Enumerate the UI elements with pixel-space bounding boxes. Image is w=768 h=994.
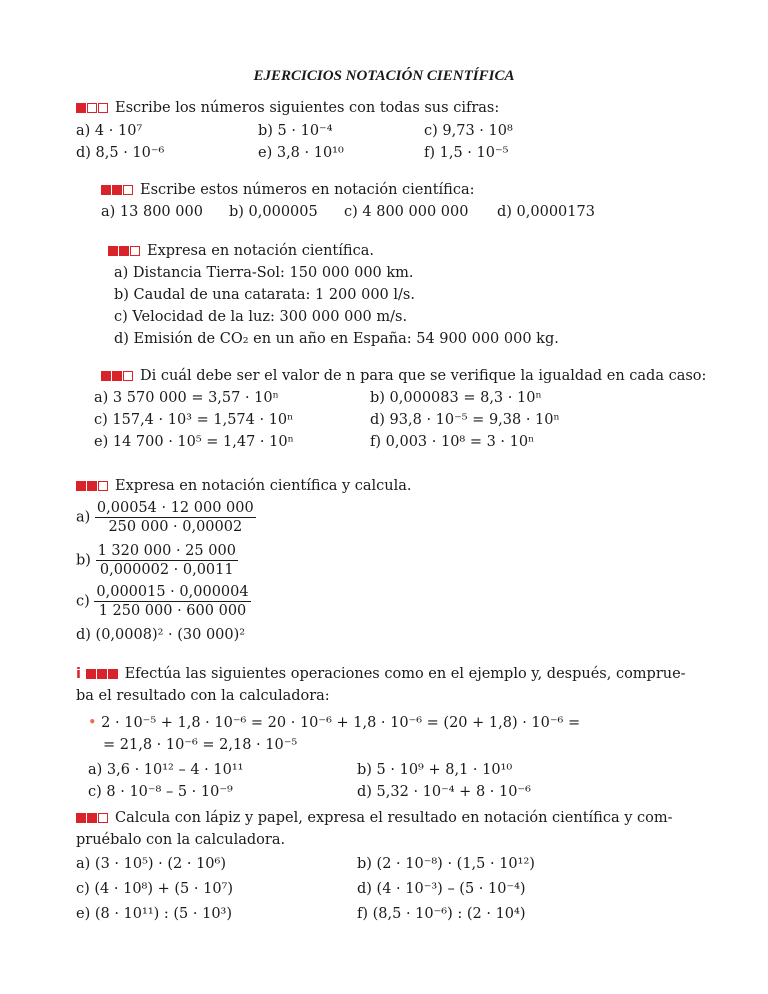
exercise-7-item-b: b) (2 · 10⁻⁸) · (1,5 · 10¹²) bbox=[357, 856, 535, 872]
exercise-3-header bbox=[108, 243, 374, 260]
exercise-3-item-b: b) Caudal de una catarata: 1 200 000 l/s. bbox=[114, 287, 415, 303]
exercise-1-title: Escribe los números siguientes con todas sus cifras: bbox=[115, 100, 500, 116]
exercise-5-item-b bbox=[76, 543, 238, 578]
exercise-7-item-f: f) (8,5 · 10⁻⁶) : (2 · 10⁴) bbox=[357, 906, 526, 922]
exercise-5-item-d: d) (0,0008)² · (30 000)² bbox=[76, 627, 246, 643]
exercise-7-item-a: a) (3 · 10⁵) · (2 · 10⁶) bbox=[76, 856, 226, 872]
exercise-5-item-a bbox=[76, 500, 256, 535]
item-label: c) bbox=[76, 593, 90, 610]
exercise-1-item-b: b) 5 · 10⁻⁴ bbox=[258, 123, 333, 139]
exercise-3-title: Expresa en notación científica. bbox=[147, 243, 374, 259]
exercise-1-item-e: e) 3,8 · 10¹⁰ bbox=[258, 145, 344, 161]
fraction bbox=[94, 584, 250, 619]
exercise-2-item-c: c) 4 800 000 000 bbox=[344, 204, 469, 220]
exercise-7-item-d: d) (4 · 10⁻³) – (5 · 10⁻⁴) bbox=[357, 881, 526, 897]
exercise-1-header bbox=[76, 100, 499, 117]
exercise-7-header bbox=[76, 810, 673, 827]
fraction-numerator: 0,000015 · 0,000004 bbox=[96, 584, 249, 600]
fraction bbox=[95, 500, 256, 535]
exercise-4-item-e: e) 14 700 · 10⁵ = 1,47 · 10ⁿ bbox=[94, 434, 294, 450]
exercise-4-item-c: c) 157,4 · 10³ = 1,574 · 10ⁿ bbox=[94, 412, 294, 428]
difficulty-icon bbox=[108, 244, 141, 260]
exercise-4-header bbox=[101, 368, 706, 385]
exercise-2-item-d: d) 0,0000173 bbox=[497, 204, 595, 220]
exercise-6-item-c: c) 8 · 10⁻⁸ – 5 · 10⁻⁹ bbox=[88, 784, 233, 800]
exercise-2-title: Escribe estos números en notación científica: bbox=[140, 182, 475, 198]
exercise-4-item-b: b) 0,000083 = 8,3 · 10ⁿ bbox=[370, 390, 542, 406]
exercise-7-title-cont: pruébalo con la calculadora. bbox=[76, 832, 286, 848]
fraction-numerator: 1 320 000 · 25 000 bbox=[97, 543, 236, 559]
example-line-2: = 21,8 · 10⁻⁶ = 2,18 · 10⁻⁵ bbox=[103, 737, 298, 753]
exercise-6-header bbox=[76, 666, 686, 683]
exercise-6-item-a: a) 3,6 · 10¹² – 4 · 10¹¹ bbox=[88, 762, 244, 778]
exercise-4-item-a: a) 3 570 000 = 3,57 · 10ⁿ bbox=[94, 390, 279, 406]
fraction-denominator: 0,000002 · 0,0011 bbox=[99, 562, 234, 578]
exercise-2-item-b: b) 0,000005 bbox=[229, 204, 318, 220]
exercise-5-item-c bbox=[76, 584, 251, 619]
exercise-2-header bbox=[101, 182, 475, 199]
difficulty-icon bbox=[76, 811, 109, 827]
exercise-5-header bbox=[76, 478, 412, 495]
example-line bbox=[88, 715, 580, 731]
difficulty-icon bbox=[76, 101, 109, 117]
exercise-1-item-d: d) 8,5 · 10⁻⁶ bbox=[76, 145, 165, 161]
exercise-7-item-c: c) (4 · 10⁸) + (5 · 10⁷) bbox=[76, 881, 234, 897]
bullet-icon: • bbox=[88, 715, 97, 731]
exercise-5-title: Expresa en notación científica y calcula. bbox=[115, 478, 412, 494]
exercise-4-item-d: d) 93,8 · 10⁻⁵ = 9,38 · 10ⁿ bbox=[370, 412, 560, 428]
exercise-1-item-c: c) 9,73 · 10⁸ bbox=[424, 123, 513, 139]
item-label: b) bbox=[76, 552, 91, 569]
fraction-denominator: 1 250 000 · 600 000 bbox=[98, 603, 247, 619]
difficulty-icon bbox=[86, 667, 119, 683]
exercise-1-item-f: f) 1,5 · 10⁻⁵ bbox=[424, 145, 509, 161]
exercise-3-item-d: d) Emisión de CO₂ en un año en España: 54 900 000 000 kg. bbox=[114, 331, 559, 347]
exercise-6-title: Efectúa las siguientes operaciones como en el ejemplo y, después, comprue- bbox=[124, 666, 686, 682]
exercise-7-item-e: e) (8 · 10¹¹) : (5 · 10³) bbox=[76, 906, 233, 922]
page-title: EJERCICIOS NOTACIÓN CIENTÍFICA bbox=[253, 68, 515, 84]
fraction bbox=[96, 543, 238, 578]
exercise-7-title: Calcula con lápiz y papel, expresa el resultado en notación científica y com- bbox=[115, 810, 673, 826]
fraction-numerator: 0,00054 · 12 000 000 bbox=[96, 500, 254, 516]
difficulty-icon bbox=[76, 479, 109, 495]
difficulty-icon bbox=[101, 183, 134, 199]
exercise-3-item-a: a) Distancia Tierra-Sol: 150 000 000 km. bbox=[114, 265, 414, 281]
example-text: 2 · 10⁻⁵ + 1,8 · 10⁻⁶ = 20 · 10⁻⁶ + 1,8 · 10⁻⁶ = (20 + 1,8) · 10⁻⁶ = bbox=[101, 715, 581, 731]
exercise-3-item-c: c) Velocidad de la luz: 300 000 000 m/s. bbox=[114, 309, 408, 325]
exercise-4-item-f: f) 0,003 · 10⁸ = 3 · 10ⁿ bbox=[370, 434, 535, 450]
exercise-6-item-b: b) 5 · 10⁹ + 8,1 · 10¹⁰ bbox=[357, 762, 513, 778]
difficulty-icon bbox=[101, 369, 134, 385]
exercise-6-title-cont: ba el resultado con la calculadora: bbox=[76, 688, 330, 704]
exercise-6-item-d: d) 5,32 · 10⁻⁴ + 8 · 10⁻⁶ bbox=[357, 784, 531, 800]
exercise-1-item-a: a) 4 · 10⁷ bbox=[76, 123, 143, 139]
info-icon: i bbox=[76, 666, 81, 682]
exercise-2-item-a: a) 13 800 000 bbox=[101, 204, 203, 220]
fraction-denominator: 250 000 · 0,00002 bbox=[108, 519, 243, 535]
exercise-4-title: Di cuál debe ser el valor de n para que se verifique la igualdad en cada caso: bbox=[140, 368, 707, 384]
item-label: a) bbox=[76, 509, 91, 526]
